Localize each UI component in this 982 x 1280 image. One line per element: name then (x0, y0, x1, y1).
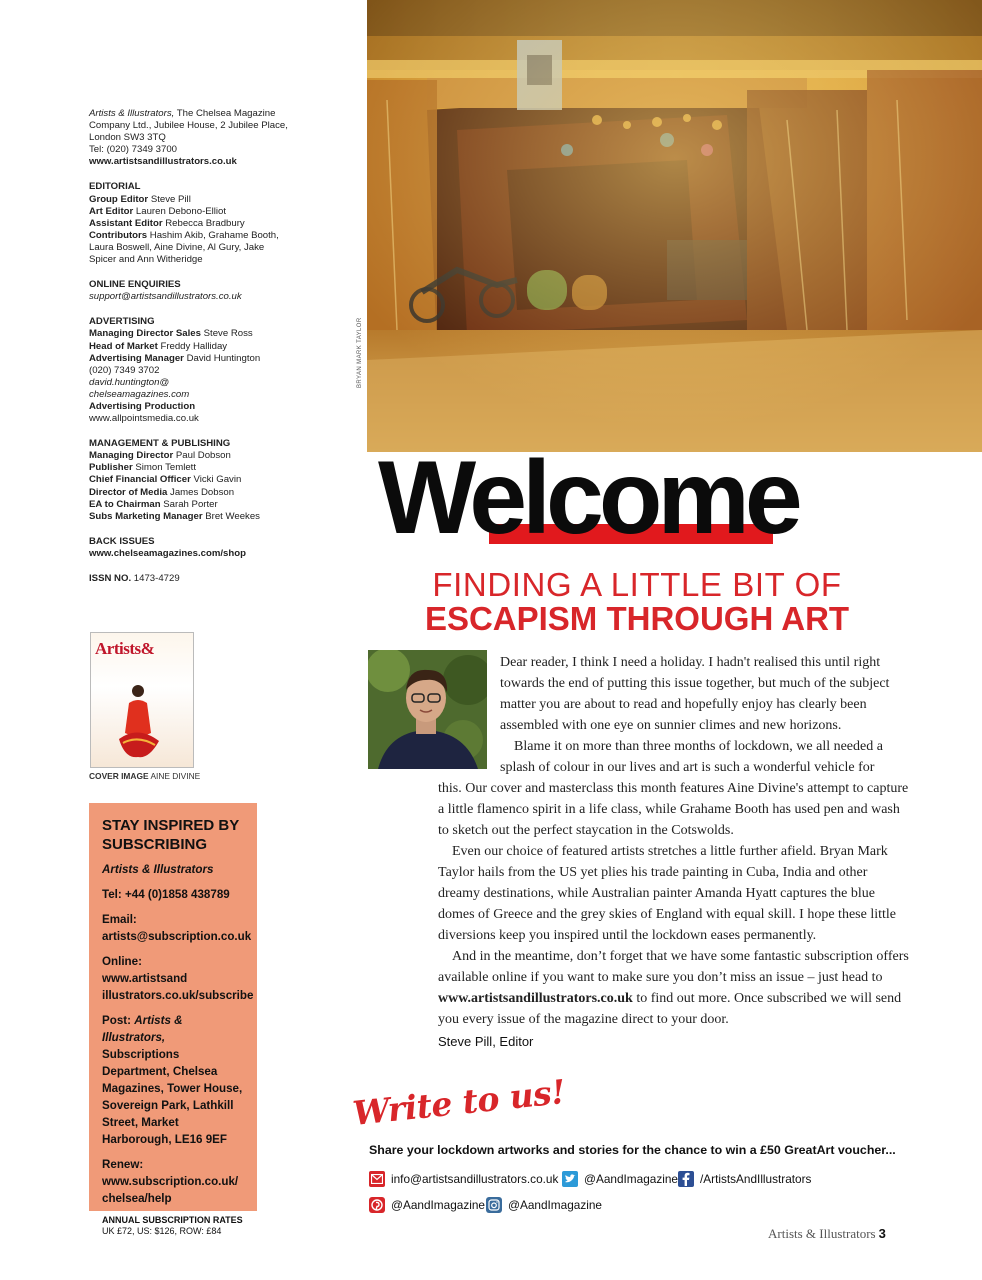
cover-thumb-logo: Artists& (95, 639, 155, 658)
contact-twitter[interactable]: @AandImagazine (562, 1171, 678, 1187)
masthead-address: Artists & Illustrators, The Chelsea Magazine Company Ltd., Jubilee House, 2 Jubilee Place, London SW3 3TQ (89, 108, 288, 144)
subscribe-box (89, 803, 257, 1236)
subscribe-email-link[interactable]: artists@subscription.co.uk (102, 930, 252, 943)
back-issues-section: BACK ISSUES www.chelseamagazines.com/shop (89, 536, 289, 560)
masthead-website[interactable]: www.artistsandillustrators.co.uk (89, 156, 237, 168)
editorial-section: EDITORIAL Group Editor Steve Pill Art Editor Lauren Debono-Elliot Assistant Editor Rebecca Bradbury Contributors Hashim Akib, Grahame Booth, Laura Boswell, Aine Divine, Al Gury, Jake Spicer and Ann Witheridge (89, 181, 279, 266)
website-link[interactable]: www.artistsandillustrators.co.uk (438, 991, 633, 1006)
welcome-headline: Welcome (378, 440, 798, 556)
letter-paragraph-1: Dear reader, I think I need a holiday. I hadn't realised this until right towards the end of putting this issue together, but much of the subject matter you are about to read and hopefully enjoy has clearly been assembled with one eye on sunnier climes and new horizons. (500, 655, 890, 733)
editor-portrait (368, 650, 487, 769)
masthead-column (89, 108, 289, 585)
page-folio (768, 1226, 886, 1242)
feature-painting (367, 0, 982, 452)
masthead-tel: Tel: (020) 7349 3700 (89, 144, 178, 156)
subscribe-brand: Artists & Illustrators (102, 863, 214, 876)
advertising-section: ADVERTISING Managing Director Sales Steve Ross Head of Market Freddy Halliday Advertising Manager David Huntington (020) 7349 3702 david.huntington@ chelseamagazines.com Advertising Production www.allpointsmedia.co.uk (89, 316, 289, 425)
subscribe-heading: STAY INSPIRED BY SUBSCRIBING (102, 817, 239, 853)
write-to-us-title: Write to us! (350, 1071, 567, 1133)
editor-signature: Steve Pill, Editor (438, 1034, 534, 1049)
subscribe-tel[interactable]: Tel: +44 (0)1858 438789 (102, 888, 230, 901)
instagram-icon (486, 1197, 502, 1213)
production-website-link[interactable]: www.allpointsmedia.co.uk (89, 413, 199, 425)
letter-paragraph-4: And in the meantime, don’t forget that we have some fantastic subscription offers available online if you want to make sure you don’t miss an issue – just head to www.artistsandillustrators.co.uk to find out more. Once subscribed we will send you every issue of the magazine direct to your door. (438, 949, 909, 1027)
folio-title: Artists & Illustrators (768, 1226, 876, 1241)
subscribe-email-block: Email: artists@subscription.co.uk (102, 913, 252, 943)
subscribe-renew-block[interactable]: Renew: www.subscription.co.uk/ chelsea/help (102, 1158, 239, 1205)
letter-text-top (500, 652, 910, 778)
back-issues-link[interactable]: www.chelseamagazines.com/shop (89, 547, 246, 559)
subheading-line1: FINDING A LITTLE BIT OF (432, 566, 842, 603)
painting-credit: BRYAN MARK TAYLOR (357, 317, 363, 388)
twitter-icon (562, 1171, 578, 1187)
facebook-icon (678, 1171, 694, 1187)
pinterest-icon (369, 1197, 385, 1213)
cover-thumbnail[interactable] (90, 632, 194, 768)
subheading-line2: ESCAPISM THROUGH ART (424, 600, 850, 637)
support-email-link[interactable]: support@artistsandillustrators.co.uk (89, 291, 242, 303)
painting-image (367, 0, 982, 452)
write-to-us-subtitle: Share your lockdown artworks and stories for the chance to win a £50 GreatArt voucher... (369, 1143, 896, 1157)
management-section: MANAGEMENT & PUBLISHING Managing Director Paul Dobson Publisher Simon Temlett Chief Financial Officer Vicki Gavin Director of Media James Dobson EA to Chairman Sarah Porter Subs Marketing Manager Bret Weekes (89, 438, 260, 522)
cover-figure-illustration (115, 681, 161, 761)
letter-paragraph-2a: Blame it on more than three months of lockdown, we all needed a splash of colour in our lives and art is such a wonderful vehicle for (500, 739, 883, 775)
contact-email[interactable]: info@artistsandillustrators.co.uk (369, 1171, 558, 1187)
online-enquiries-section: ONLINE ENQUIRIES support@artistsandillustrators.co.uk (89, 279, 289, 303)
ad-email-link[interactable]: david.huntington@ chelseamagazines.com (89, 376, 190, 400)
subscribe-online-block[interactable]: Online: www.artistsand illustrators.co.uk/subscribe (102, 955, 254, 1002)
page-number: 3 (878, 1226, 886, 1241)
letter-paragraph-2b: this. Our cover and masterclass this month features Aine Divine's attempt to capture a little flamenco spirit in a life class, while Grahame Booth has used pen and wash to sketch out the perfect staycation in the Cotswolds. (438, 781, 909, 838)
letter-paragraph-3: Even our choice of featured artists stretches a little further afield. Bryan Mark Taylor hails from the US yet plies his trade painting in Cuba, India and other dreamy destinations, while Australian painter Amanda Hyatt captures the blue domes of Greece and the grey skies of England with equal skill. I hope these little diversions keep you inspired until the lockdown eases permanently. (438, 844, 896, 943)
subscription-rates: ANNUAL SUBSCRIPTION RATES UK £72, US: $126, ROW: £84 (102, 1215, 243, 1236)
editor-photo (368, 650, 487, 769)
contact-facebook[interactable]: /ArtistsAndIllustrators (678, 1171, 811, 1187)
contact-pinterest[interactable]: @AandImagazine (369, 1197, 485, 1213)
email-icon (369, 1171, 385, 1187)
issn-line: ISSN NO. 1473-4729 (89, 573, 180, 584)
contact-instagram[interactable]: @AandImagazine (486, 1197, 602, 1213)
cover-caption: COVER IMAGE AINE DIVINE (89, 771, 201, 781)
subscribe-post-block: Post: Artists & Illustrators, Subscriptions Department, Chelsea Magazines, Tower House, Sovereign Park, Lathkill Street, Market Harborough, LE16 9EF (102, 1014, 243, 1146)
letter-text-bottom (438, 778, 910, 1030)
